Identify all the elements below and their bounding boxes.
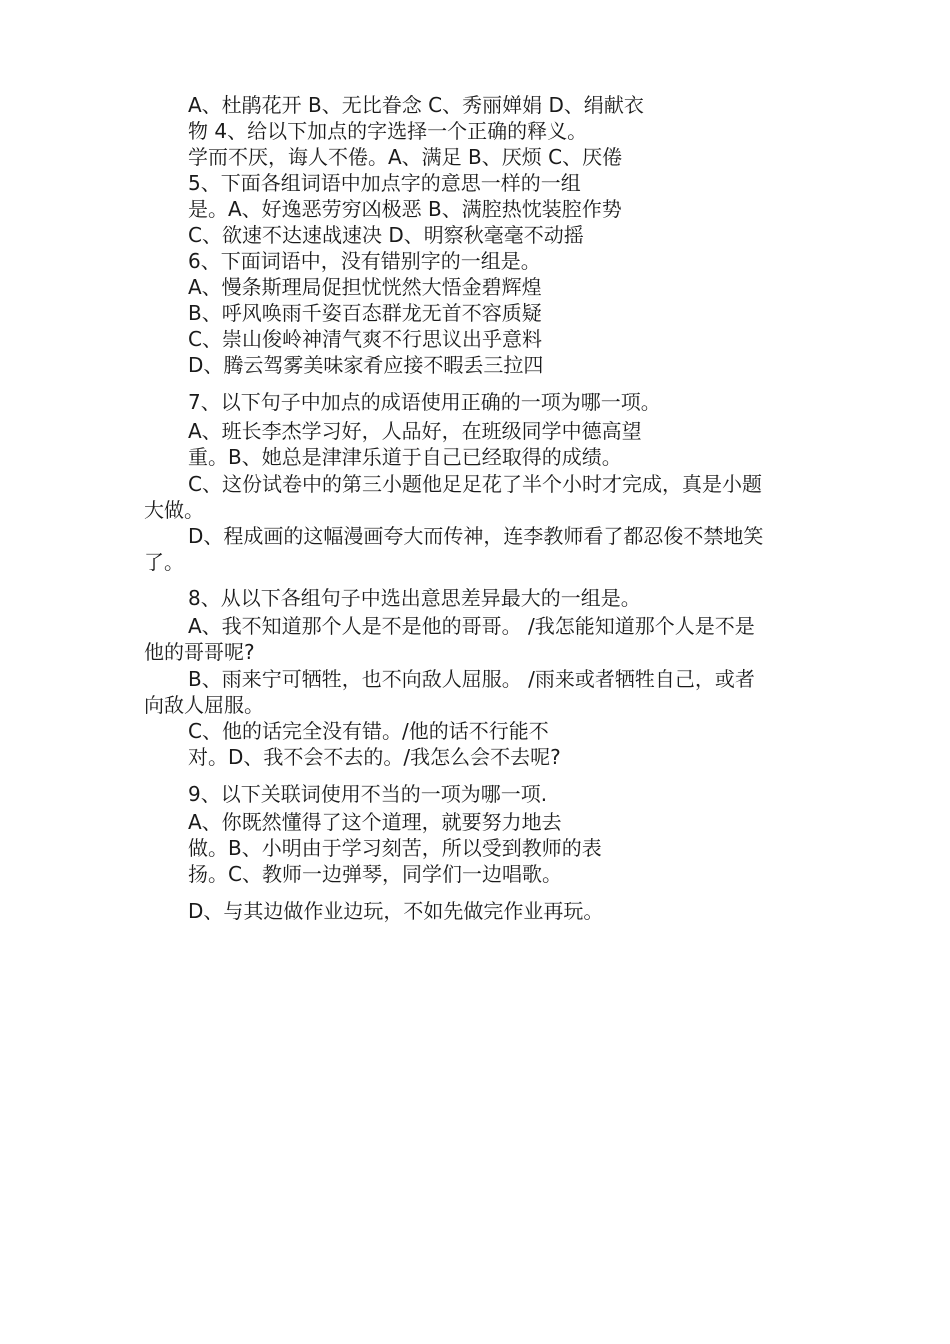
text-line: 对。D、我不会不去的。/我怎么会不去呢? [188, 745, 561, 769]
text-line: D、腾云驾雾美味家肴应接不暇丢三拉四 [188, 353, 544, 377]
text-line: 7、以下句子中加点的成语使用正确的一项为哪一项。 [188, 390, 661, 414]
text-line: A、慢条斯理局促担忧恍然大悟金碧辉煌 [188, 275, 542, 299]
text-line: 扬。C、教师一边弹琴，同学们一边唱歌。 [188, 862, 562, 886]
text-line: 是。A、好逸恶劳穷凶极恶 B、满腔热忱装腔作势 [188, 197, 622, 221]
text-line: C、崇山俊岭神清气爽不行思议出乎意料 [188, 327, 542, 351]
text-line: 5、下面各组词语中加点字的意思一样的一组 [188, 171, 581, 195]
text-line: 6、下面词语中，没有错别字的一组是。 [188, 249, 541, 273]
text-line: A、班长李杰学习好，人品好，在班级同学中德高望 [188, 419, 642, 443]
text-line: 大做。 [144, 498, 204, 522]
text-line: 8、从以下各组句子中选出意思差异最大的一组是。 [188, 586, 641, 610]
text-line: 学而不厌，诲人不倦。A、满足 B、厌烦 C、厌倦 [188, 145, 623, 169]
text-line: C、这份试卷中的第三小题他足足花了半个小时才完成，真是小题 [188, 472, 762, 496]
text-line: C、欲速不达速战速决 D、明察秋毫毫不动摇 [188, 223, 584, 247]
text-line: 向敌人屈服。 [144, 693, 264, 717]
text-line: A、我不知道那个人是不是他的哥哥。 /我怎能知道那个人是不是 [188, 614, 755, 638]
text-line: C、他的话完全没有错。/他的话不行能不 [188, 719, 549, 743]
text-line: B、呼风唤雨千姿百态群龙无首不容质疑 [188, 301, 542, 325]
text-line: 9、以下关联词使用不当的一项为哪一项. [188, 782, 548, 806]
text-line: 做。B、小明由于学习刻苦，所以受到教师的表 [188, 836, 602, 860]
text-line: 了。 [144, 550, 184, 574]
text-line: 重。B、她总是津津乐道于自己已经取得的成绩。 [188, 445, 622, 469]
text-line: D、程成画的这幅漫画夸大而传神，连李教师看了都忍俊不禁地笑 [188, 524, 764, 548]
text-line: D、与其边做作业边玩，不如先做完作业再玩。 [188, 899, 604, 923]
text-line: A、你既然懂得了这个道理，就要努力地去 [188, 810, 562, 834]
text-line: 物 4、给以下加点的字选择一个正确的释义。 [188, 119, 588, 143]
text-line: 他的哥哥呢? [144, 640, 255, 664]
text-line: A、杜鹃花开 B、无比眷念 C、秀丽婵娟 D、绢献衣 [188, 93, 644, 117]
text-line: B、雨来宁可牺牲，也不向敌人屈服。 /雨来或者牺牲自己，或者 [188, 667, 755, 691]
